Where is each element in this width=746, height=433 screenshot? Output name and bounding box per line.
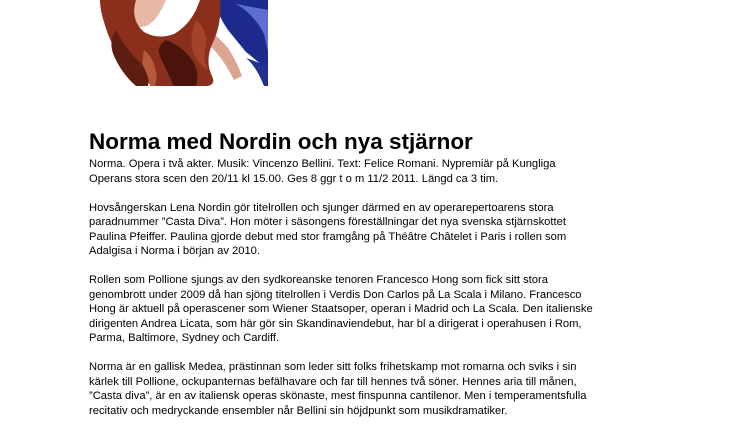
text-line: Adalgisa i Norma i början av 2010.	[89, 245, 261, 257]
paragraph-production-info	[89, 157, 689, 186]
paragraph-pollione	[89, 273, 689, 346]
text-line: paradnummer ”Casta Diva”. Hon möter i säsongens föreställningar det nya svenska stjärnskottet	[89, 216, 566, 228]
text-line: Operans stora scen den 20/11 kl 15.00. Ges 8 ggr t o m 11/2 2011. Längd ca 3 tim.	[89, 172, 499, 185]
text-line: Paulina Pfeiffer. Paulina gjorde debut med stor framgång på Théâtre Châtelet i Paris i rollen som	[89, 230, 567, 243]
text-line: Parma, Baltimore, Sydney och Cardiff.	[89, 332, 280, 344]
performer-photo-icon	[96, 0, 268, 86]
text-line: kärlek till Pollione, ockupanternas befälhavare och far till hennes två söner. Hennes aria till månen,	[89, 375, 577, 388]
performer-photo	[96, 0, 268, 86]
page-title: Norma med Nordin och nya stjärnor	[89, 129, 473, 154]
text-line: genombrott under 2009 då han sjöng titelrollen i Verdis Don Carlos på La Scala i Milano. Francesco	[89, 288, 582, 301]
text-line: ”Casta diva”, är en av italiensk operas skönaste, mest finspunna cantilenor. Men i temperamentsfulla	[89, 390, 587, 402]
paragraph-lena-nordin	[89, 201, 689, 259]
text-line: Norma. Opera i två akter. Musik: Vincenzo Bellini. Text: Felice Romani. Nypremiär på Kungliga	[89, 158, 556, 170]
text-line: Hong är aktuell på operascener som Wiener Staatsoper, operan i Madrid och La Scala. Den italienske	[89, 303, 593, 315]
text-line: Norma är en gallisk Medea, prästinnan som leder sitt folks frihetskamp mot romarna och sviks i sin	[89, 361, 577, 373]
text-line: dirigenten Andrea Licata, som här gör sin Skandinaviendebut, har bl a dirigerat i operahusen i Rom,	[89, 317, 582, 330]
article-body	[89, 157, 689, 433]
text-line: recitativ och medryckande ensembler når Bellini sin höjdpunkt som musikdramatiker.	[89, 404, 508, 417]
text-line: Rollen som Pollione sjungs av den sydkoreanske tenoren Francesco Hong som fick sitt stora	[89, 274, 548, 286]
text-line: Hovsångerskan Lena Nordin gör titelrollen och sjunger därmed en av operarepertoarens stora	[89, 201, 554, 214]
paragraph-norma-story	[89, 360, 689, 418]
